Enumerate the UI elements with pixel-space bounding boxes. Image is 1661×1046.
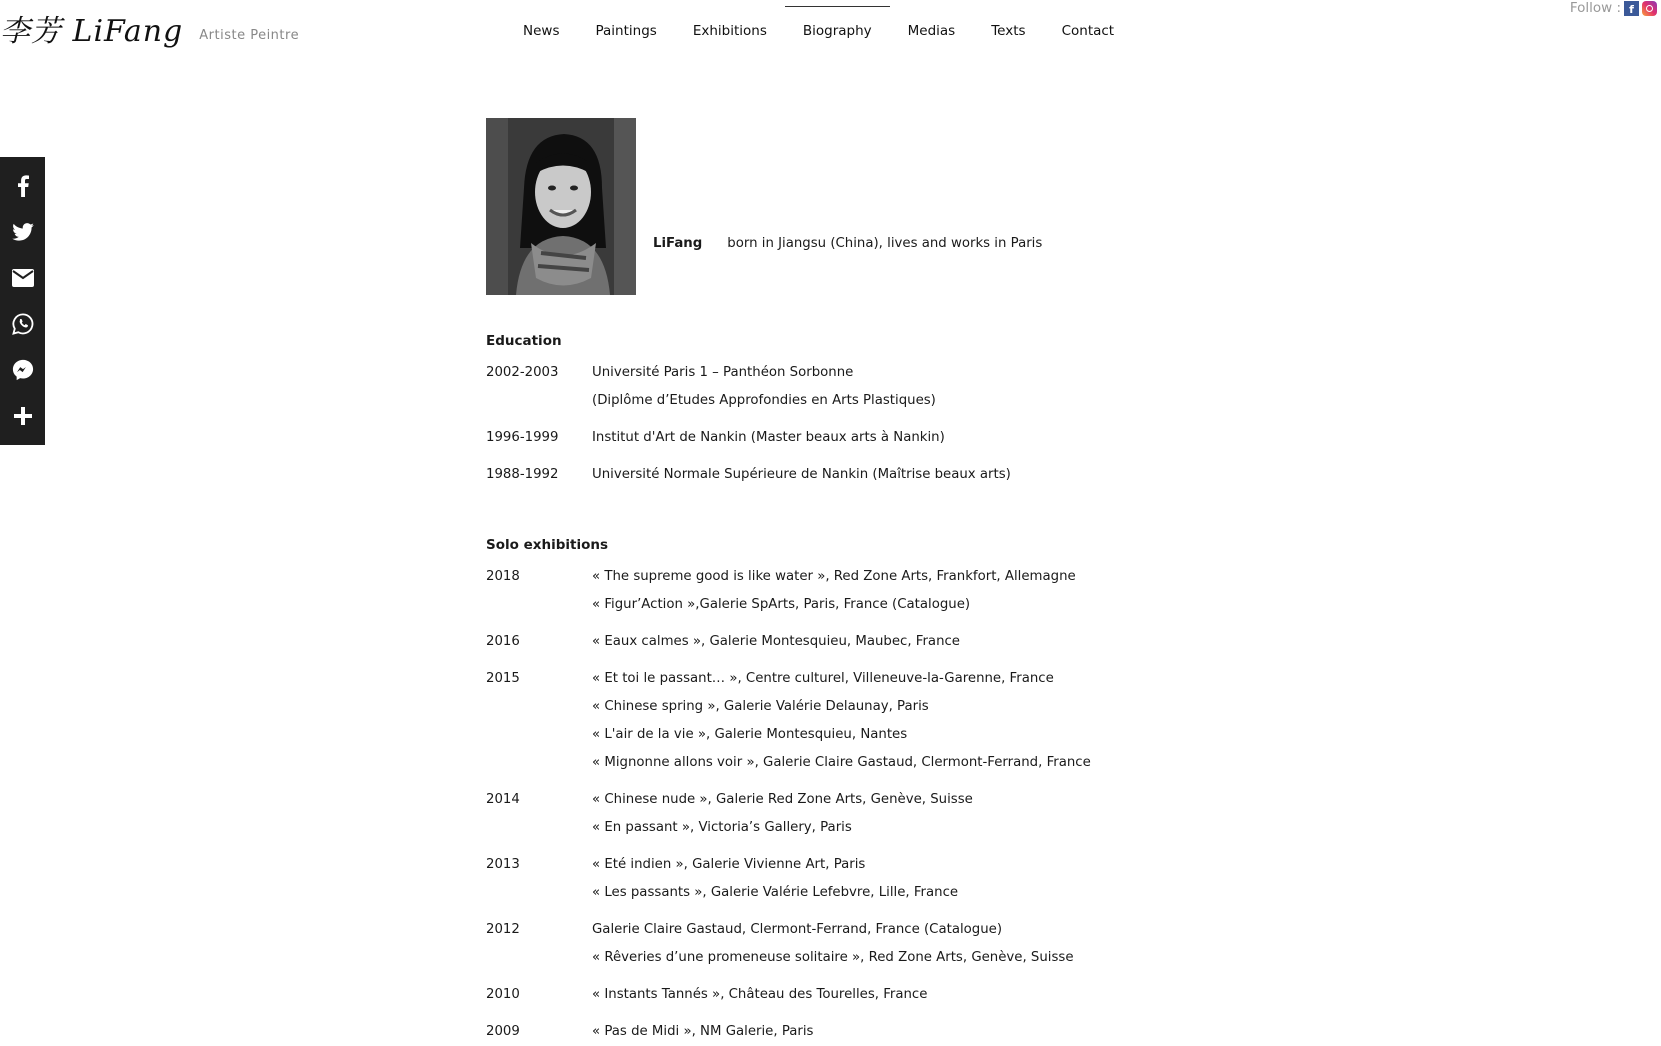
- entry-line: « Et toi le passant… », Centre culturel, Villeneuve-la-Garenne, France: [592, 671, 1054, 686]
- follow-label: Follow :: [1569, 0, 1621, 16]
- exhibition-entry: [486, 628, 1186, 656]
- main-nav: [505, 0, 1132, 62]
- facebook-follow-icon[interactable]: f: [1624, 1, 1639, 16]
- education-title: Education: [486, 333, 562, 349]
- nav-texts[interactable]: Texts: [991, 23, 1026, 39]
- solo-exhibitions-section: [486, 537, 1186, 1046]
- site-logo[interactable]: [0, 6, 299, 50]
- exhibition-entry: [486, 665, 1186, 777]
- entry-line: « Rêveries d’une promeneuse solitaire », Red Zone Arts, Genève, Suisse: [592, 950, 1074, 965]
- entry-line: « Mignonne allons voir », Galerie Claire Gastaud, Clermont-Ferrand, France: [592, 755, 1091, 770]
- exhibition-entry: [486, 563, 1186, 619]
- logo-mark[interactable]: 李芳 LiFang: [0, 14, 184, 49]
- education-entry: [486, 424, 1186, 452]
- nav-paintings[interactable]: Paintings: [595, 23, 657, 39]
- whatsapp-icon[interactable]: [9, 310, 37, 338]
- entry-line: « Instants Tannés », Château des Tourelles, France: [592, 987, 928, 1002]
- education-entry: [486, 359, 1186, 415]
- nav-biography[interactable]: Biography: [785, 0, 890, 62]
- education-entry: [486, 461, 1186, 489]
- entry-line: « Les passants », Galerie Valérie Lefebvre, Lille, France: [592, 885, 959, 900]
- nav-news[interactable]: News: [523, 23, 560, 39]
- entry-year: 1996-1999: [486, 430, 559, 445]
- email-icon[interactable]: [9, 264, 37, 292]
- entry-year: 2012: [486, 922, 520, 937]
- entry-line: « Eaux calmes », Galerie Montesquieu, Maubec, France: [592, 634, 960, 649]
- entry-line: Galerie Claire Gastaud, Clermont-Ferrand, France (Catalogue): [592, 922, 1003, 937]
- entry-year: 2018: [486, 569, 520, 584]
- facebook-icon[interactable]: [9, 172, 37, 200]
- nav-contact[interactable]: Contact: [1061, 23, 1115, 39]
- entry-year: 2010: [486, 987, 520, 1002]
- share-sidebar: [0, 157, 45, 445]
- exhibition-entry: [486, 1018, 1186, 1046]
- entry-line: « Pas de Midi », NM Galerie, Paris: [592, 1024, 814, 1039]
- entry-line: (Diplôme d’Etudes Approfondies en Arts Plastiques): [592, 393, 936, 408]
- exhibition-entry: [486, 786, 1186, 842]
- exhibition-entry: [486, 916, 1186, 972]
- nav-exhibitions[interactable]: Exhibitions: [692, 23, 767, 39]
- solo-exhibitions-title: Solo exhibitions: [486, 537, 608, 553]
- twitter-icon[interactable]: [9, 218, 37, 246]
- entry-year: 2015: [486, 671, 520, 686]
- entry-year: 2013: [486, 857, 520, 872]
- nav-medias[interactable]: Medias: [907, 23, 956, 39]
- education-section: [486, 333, 1186, 489]
- entry-line: « The supreme good is like water », Red Zone Arts, Frankfort, Allemagne: [592, 569, 1076, 584]
- entry-year: 2016: [486, 634, 520, 649]
- entry-year: 2002-2003: [486, 365, 559, 380]
- entry-line: « Chinese spring », Galerie Valérie Delaunay, Paris: [592, 699, 929, 714]
- exhibition-entry: [486, 851, 1186, 907]
- instagram-follow-icon[interactable]: [1642, 1, 1657, 16]
- entry-line: « L'air de la vie », Galerie Montesquieu, Nantes: [592, 727, 908, 742]
- follow-bar: [1570, 0, 1657, 16]
- entry-line: Université Normale Supérieure de Nankin (Maîtrise beaux arts): [592, 467, 1011, 482]
- entry-line: « Chinese nude », Galerie Red Zone Arts, Genève, Suisse: [592, 792, 973, 807]
- entry-year: 1988-1992: [486, 467, 559, 482]
- plus-icon[interactable]: [9, 402, 37, 430]
- logo-subtitle: Artiste Peintre: [199, 27, 300, 43]
- entry-line: « Figur’Action »,Galerie SpArts, Paris, France (Catalogue): [592, 597, 971, 612]
- exhibition-entry: [486, 981, 1186, 1009]
- artist-name: LiFang: [653, 236, 703, 251]
- artist-portrait: [486, 118, 636, 295]
- profile-header: [486, 118, 1186, 295]
- artist-description: born in Jiangsu (China), lives and works in Paris: [727, 236, 1043, 251]
- entry-year: 2009: [486, 1024, 520, 1039]
- entry-line: Institut d'Art de Nankin (Master beaux arts à Nankin): [592, 430, 945, 445]
- entry-line: « En passant », Victoria’s Gallery, Paris: [592, 820, 852, 835]
- entry-line: « Eté indien », Galerie Vivienne Art, Paris: [592, 857, 866, 872]
- messenger-icon[interactable]: [9, 356, 37, 384]
- entry-line: Université Paris 1 – Panthéon Sorbonne: [592, 365, 854, 380]
- biography-content: [486, 118, 1186, 1046]
- entry-year: 2014: [486, 792, 520, 807]
